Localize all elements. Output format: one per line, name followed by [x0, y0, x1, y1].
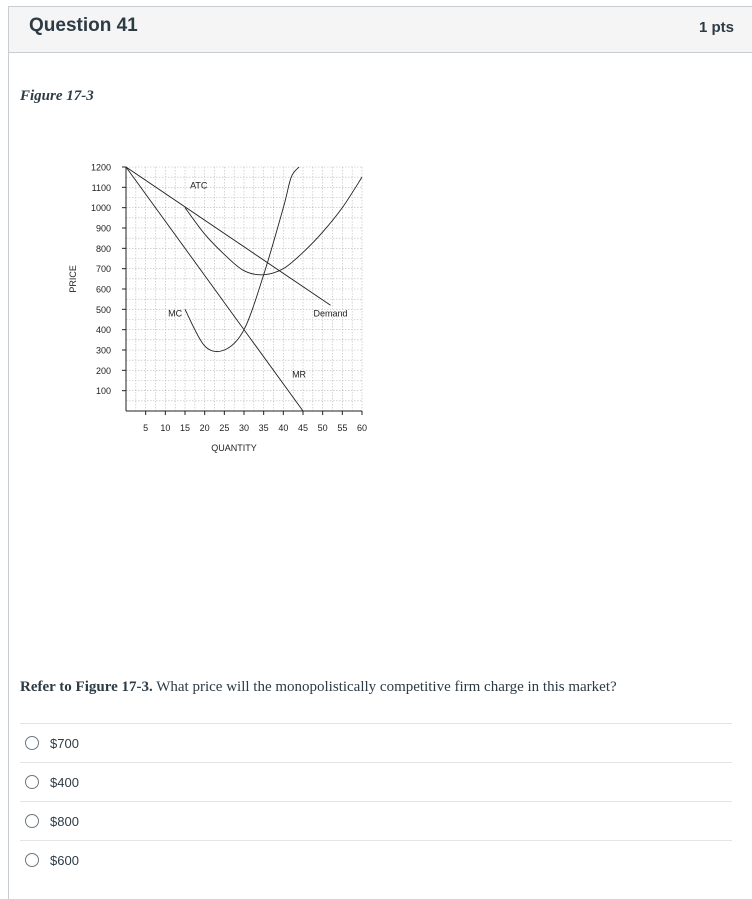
y-tick-label: 600 [95, 284, 111, 295]
answer-option[interactable] [20, 762, 732, 801]
mc-label: MC [168, 308, 183, 319]
radio-button[interactable] [25, 814, 39, 828]
y-tick-label: 1100 [91, 182, 111, 193]
x-tick-label: 60 [356, 423, 368, 433]
x-tick-label: 10 [160, 423, 171, 433]
answer-list [20, 723, 732, 879]
x-tick-label: 45 [297, 423, 309, 433]
x-tick-label: 40 [278, 423, 289, 433]
radio-button[interactable] [25, 853, 39, 867]
y-tick-label: 100 [95, 386, 111, 397]
prompt-text: What price will the monopolistically competitive firm charge in this market? [152, 679, 617, 695]
question-prompt [20, 679, 617, 696]
answer-option[interactable] [20, 723, 732, 762]
y-tick-label: 200 [95, 365, 111, 376]
answer-option[interactable] [20, 801, 732, 840]
y-tick-label: 500 [95, 304, 111, 315]
x-tick-label: 55 [337, 423, 348, 433]
y-tick-label: 300 [95, 345, 111, 356]
y-tick-label: 1000 [90, 203, 111, 214]
answer-label[interactable]: $800 [50, 813, 79, 829]
answer-label[interactable]: $400 [50, 774, 79, 790]
cost-curve-chart [60, 145, 380, 465]
y-tick-label: 900 [95, 223, 111, 234]
x-tick-label: 15 [179, 423, 191, 433]
x-tick-label: 50 [317, 423, 328, 433]
y-tick-label: 400 [95, 325, 111, 336]
question-points: 1 pts [698, 19, 734, 36]
y-axis-title: PRICE [68, 265, 78, 293]
answer-label[interactable]: $700 [50, 735, 79, 751]
prompt-reference: Refer to Figure 17-3. [20, 679, 153, 695]
x-axis-title: QUANTITY [211, 443, 257, 453]
y-tick-label: 800 [95, 243, 111, 254]
demand-curve [126, 167, 331, 305]
atc-label: ATC [190, 180, 208, 191]
x-tick-label: 30 [238, 423, 250, 433]
question-title: Question 41 [29, 15, 138, 36]
y-tick-label: 700 [95, 264, 111, 275]
x-tick-label: 20 [199, 423, 210, 433]
answer-option[interactable] [20, 840, 732, 879]
question-header [9, 7, 752, 53]
figure-caption: Figure 17-3 [20, 88, 94, 104]
x-tick-label: 5 [143, 423, 149, 433]
radio-button[interactable] [25, 775, 39, 789]
radio-button[interactable] [25, 736, 39, 750]
answer-label[interactable]: $600 [50, 852, 79, 868]
y-tick-label: 1200 [90, 162, 111, 173]
mc-curve [185, 167, 299, 352]
demand-label: Demand [313, 308, 348, 319]
x-tick-label: 25 [219, 423, 230, 433]
x-tick-label: 35 [258, 423, 269, 433]
mr-label: MR [292, 369, 307, 380]
